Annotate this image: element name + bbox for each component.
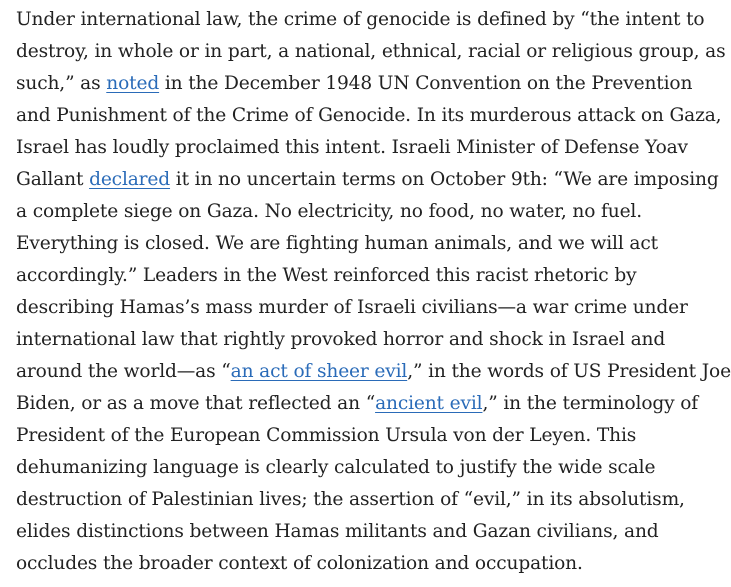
text-segment: dehumanizing language is clearly calculated to justify the wide scale bbox=[16, 457, 656, 478]
text-line bbox=[16, 356, 731, 388]
text-segment: ,” in the words of US President Joe bbox=[407, 361, 731, 382]
text-segment: Gallant bbox=[16, 169, 90, 190]
inline-link[interactable]: declared bbox=[89, 169, 171, 190]
text-segment: in the December 1948 UN Convention on the Prevention bbox=[159, 73, 693, 94]
text-segment: occludes the broader context of colonization and occupation. bbox=[16, 553, 583, 574]
text-segment: a complete siege on Gaza. No electricity, no food, no water, no fuel. bbox=[16, 201, 642, 222]
text-segment: Under international law, the crime of genocide is defined by “the intent to bbox=[16, 9, 705, 30]
text-segment: Israel has loudly proclaimed this intent. Israeli Minister of Defense Yoav bbox=[16, 137, 688, 158]
text-segment: Biden, or as a move that reflected an “ bbox=[16, 393, 376, 414]
text-line bbox=[16, 260, 681, 292]
inline-link[interactable]: noted bbox=[106, 73, 160, 94]
text-segment: describing Hamas’s mass murder of Israeli civilians—a war crime under bbox=[16, 297, 688, 318]
text-segment: elides distinctions between Hamas militants and Gazan civilians, and bbox=[16, 521, 659, 542]
text-line bbox=[16, 292, 688, 324]
text-line bbox=[16, 228, 681, 260]
text-line bbox=[16, 484, 685, 516]
text-line bbox=[16, 100, 722, 132]
article-paragraph bbox=[16, 4, 731, 580]
text-line bbox=[16, 68, 693, 100]
text-segment: international law that rightly provoked horror and shock in Israel and bbox=[16, 329, 666, 350]
text-line bbox=[16, 132, 688, 164]
text-segment: around the world—as “ bbox=[16, 361, 231, 382]
text-line bbox=[16, 36, 726, 68]
text-line bbox=[16, 420, 681, 452]
text-line bbox=[16, 164, 719, 196]
text-segment: President of the European Commission Ursula von der Leyen. This bbox=[16, 425, 637, 446]
inline-link[interactable]: an act of sheer evil bbox=[230, 361, 408, 382]
text-segment: destroy, in whole or in part, a national, ethnical, racial or religious group, as bbox=[16, 41, 726, 62]
text-line bbox=[16, 516, 681, 548]
text-segment: such,” as bbox=[16, 73, 107, 94]
text-line bbox=[16, 452, 681, 484]
text-line bbox=[16, 324, 681, 356]
inline-link[interactable]: ancient evil bbox=[375, 393, 483, 414]
text-segment: and Punishment of the Crime of Genocide. In its murderous attack on Gaza, bbox=[16, 105, 722, 126]
text-segment: it in no uncertain terms on October 9th: “We are imposing bbox=[170, 169, 719, 190]
text-segment: ,” in the terminology of bbox=[482, 393, 699, 414]
text-line bbox=[16, 196, 681, 228]
text-line bbox=[16, 388, 699, 420]
text-segment: destruction of Palestinian lives; the assertion of “evil,” in its absolutism, bbox=[16, 489, 685, 510]
text-segment: accordingly.” Leaders in the West reinforced this racist rhetoric by bbox=[16, 265, 637, 286]
text-segment: Everything is closed. We are fighting human animals, and we will act bbox=[16, 233, 658, 254]
text-line bbox=[16, 4, 705, 36]
text-line bbox=[16, 548, 681, 580]
